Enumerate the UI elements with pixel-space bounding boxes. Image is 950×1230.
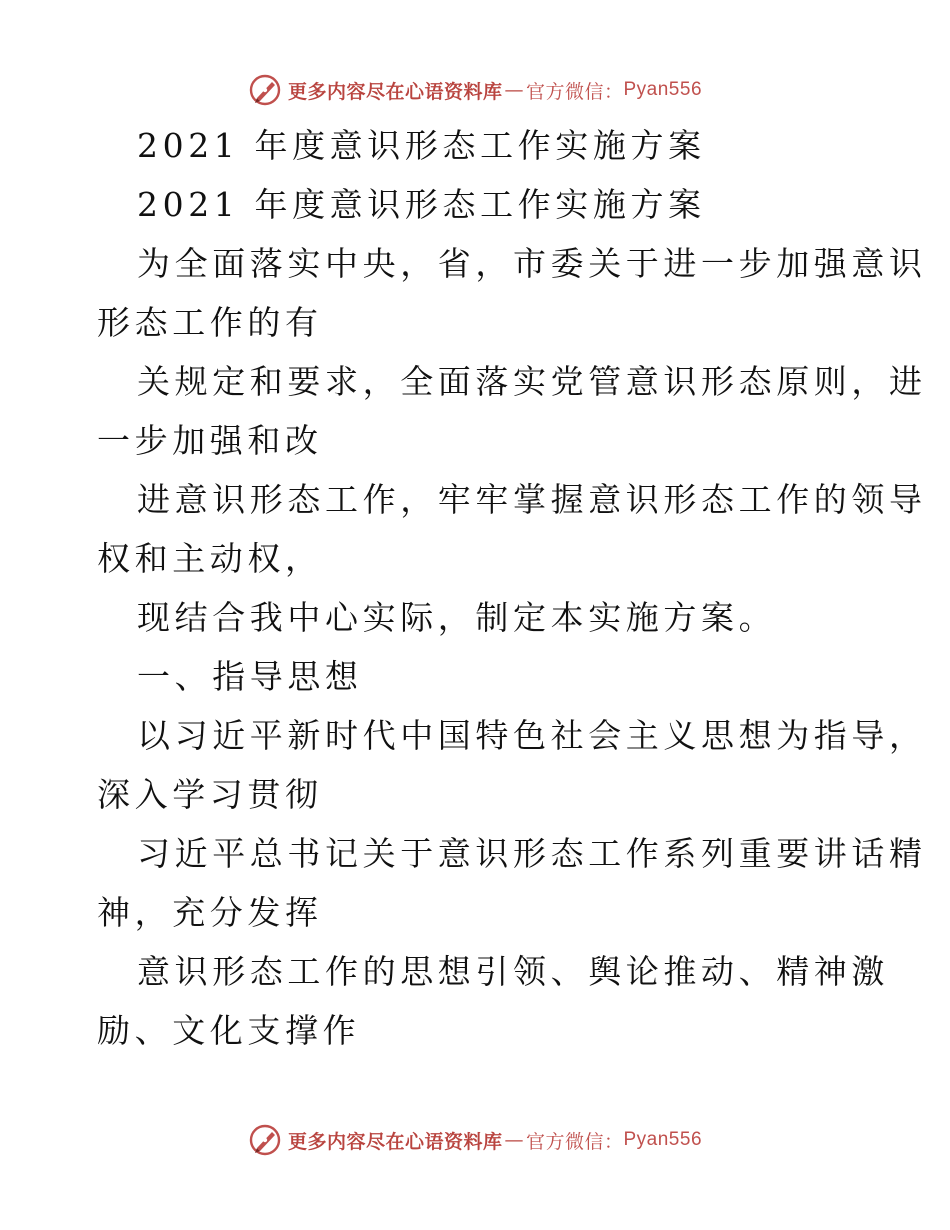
watermark-wechat-id: Pyan556 bbox=[623, 1129, 703, 1150]
document-line: 意识形态工作的思想引领、舆论推动、精神激 bbox=[137, 952, 889, 991]
document-line: 2021 年度意识形态工作实施方案 bbox=[137, 185, 706, 224]
document-line: 形态工作的有 bbox=[97, 303, 323, 342]
watermark-sub-text: 官方微信： bbox=[525, 1130, 624, 1153]
header-watermark bbox=[0, 70, 950, 110]
document-line: 一、指导思想 bbox=[137, 657, 363, 696]
document-line: 深入学习贯彻 bbox=[97, 775, 323, 814]
watermark-dash: — bbox=[504, 79, 524, 101]
watermark-dash: — bbox=[504, 1129, 524, 1151]
document-line: 2021 年度意识形态工作实施方案 bbox=[137, 126, 706, 165]
footer-watermark bbox=[0, 1120, 950, 1160]
watermark-main-text: 更多内容尽在心语资料库 bbox=[287, 80, 503, 103]
document-line: 神，充分发挥 bbox=[97, 893, 323, 932]
document-line: 关规定和要求，全面落实党管意识形态原则，进 bbox=[137, 362, 927, 401]
document-line: 进意识形态工作，牢牢掌握意识形态工作的领导 bbox=[137, 480, 927, 519]
document-line: 励、文化支撑作 bbox=[97, 1011, 361, 1050]
document-line: 习近平总书记关于意识形态工作系列重要讲话精 bbox=[137, 834, 927, 873]
pen-logo-icon bbox=[248, 1123, 282, 1157]
document-line: 为全面落实中央，省，市委关于进一步加强意识 bbox=[137, 244, 927, 283]
watermark-wechat-id: Pyan556 bbox=[623, 79, 703, 100]
watermark-sub-text: 官方微信： bbox=[525, 80, 624, 103]
document-body bbox=[97, 116, 927, 1060]
document-line: 权和主动权， bbox=[97, 539, 323, 578]
document-line: 现结合我中心实际，制定本实施方案。 bbox=[137, 598, 777, 637]
document-line: 以习近平新时代中国特色社会主义思想为指导， bbox=[137, 716, 927, 755]
pen-logo-icon bbox=[248, 73, 282, 107]
watermark-main-text: 更多内容尽在心语资料库 bbox=[287, 1130, 503, 1153]
document-line: 一步加强和改 bbox=[97, 421, 323, 460]
